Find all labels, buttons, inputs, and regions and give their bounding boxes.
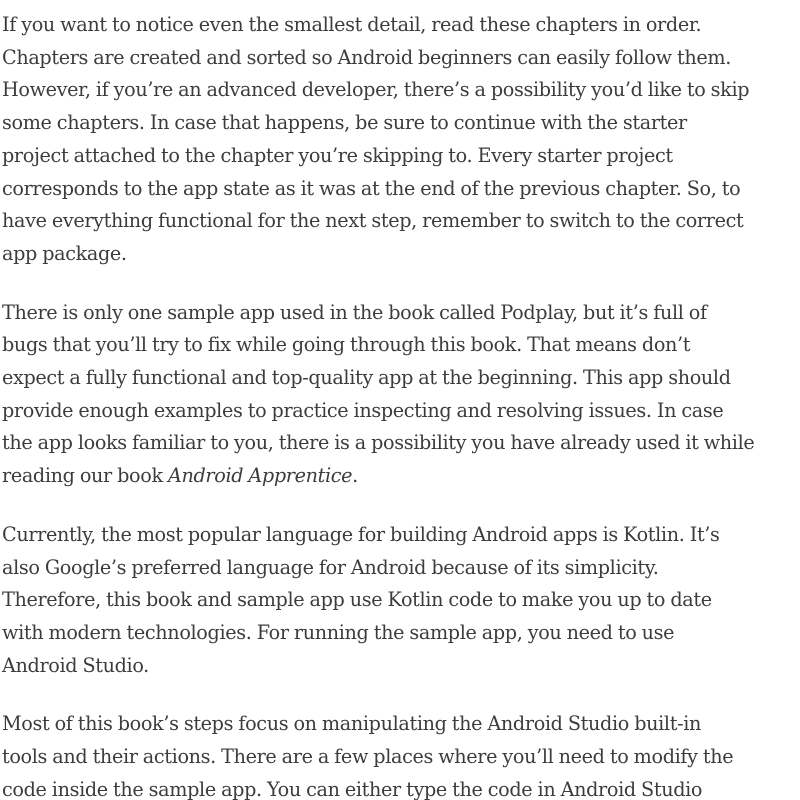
paragraph-android-studio (2, 708, 798, 800)
text-line: also Google’s preferred language for Android because of its simplicity. (2, 555, 659, 579)
book-title-italic: Android Apprentice (167, 464, 353, 488)
text-line (2, 464, 358, 487)
text-line: Therefore, this book and sample app use Kotlin code to make you up to date (2, 588, 712, 612)
paragraph-reading-order (2, 9, 798, 271)
paragraph-sample-app (2, 297, 798, 493)
text-line: expect a fully functional and top-quality app at the beginning. This app should (2, 366, 731, 390)
text-line: However, if you’re an advanced developer, there’s a possibility you’d like to skip (2, 78, 750, 102)
text-line: provide enough examples to practice inspecting and resolving issues. In case (2, 398, 724, 422)
text-line: app package. (2, 241, 127, 265)
text-line: the app looks familiar to you, there is a possibility you have already used it while (2, 431, 755, 455)
text-line: If you want to notice even the smallest detail, read these chapters in order. (2, 13, 702, 36)
text-line: Currently, the most popular language for building Android apps is Kotlin. It’s (2, 522, 720, 546)
text-line: bugs that you’ll try to fix while going through this book. That means don’t (2, 333, 691, 357)
text-line: code inside the sample app. You can either type the code in Android Studio (2, 777, 703, 800)
text-line: some chapters. In case that happens, be sure to continue with the starter (2, 111, 687, 135)
text-line: Chapters are created and sorted so Android beginners can easily follow them. (2, 45, 731, 69)
text-line: have everything functional for the next step, remember to switch to the correct (2, 209, 744, 233)
text-line: There is only one sample app used in the book called Podplay, but it’s full of (2, 300, 707, 324)
text-line: Android Studio. (2, 653, 149, 677)
document-body (2, 9, 798, 800)
text-line: corresponds to the app state as it was at the end of the previous chapter. So, to (2, 176, 741, 200)
text-fragment: . (352, 464, 358, 488)
text-fragment: reading our book (2, 464, 168, 488)
text-line: with modern technologies. For running the sample app, you need to use (2, 620, 675, 644)
paragraph-kotlin (2, 519, 798, 683)
text-line: tools and their actions. There are a few places where you’ll need to modify the (2, 745, 734, 769)
text-line: Most of this book’s steps focus on manipulating the Android Studio built-in (2, 712, 701, 736)
text-line: project attached to the chapter you’re skipping to. Every starter project (2, 143, 673, 167)
